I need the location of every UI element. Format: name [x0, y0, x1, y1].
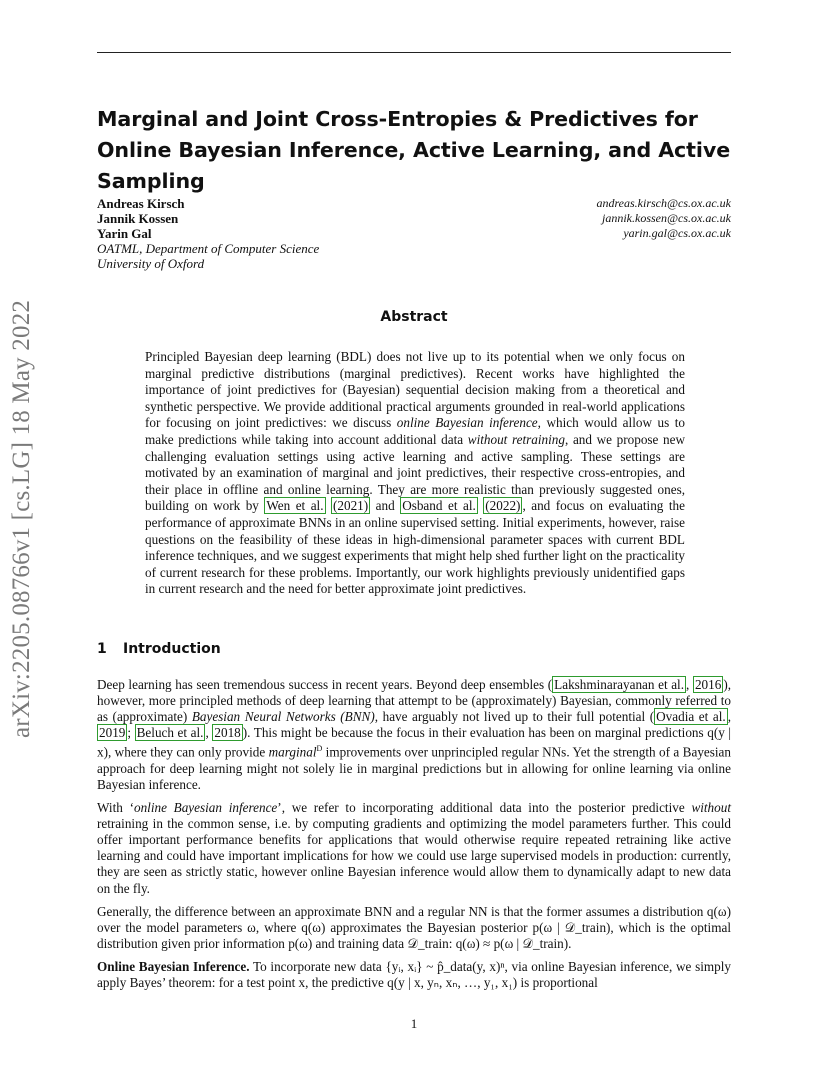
text-run: ), however, more principled methods of deep learning that attempt to be (approximately) Bayesian, commonly referred to as (approximate) — [97, 677, 732, 725]
text-run: retraining in the common sense, i.e. by computing gradients and optimizing the model parameters further. This could offer important performance benefits for applications that would otherwise require repeated retraining like active learning and could have important implications for how we could use large supervised models in production: currently, they are seen as strictly static, however online Bayesian inference would allow them to dynamically adapt to new data on the fly. — [97, 816, 731, 896]
emphasis: marginal — [268, 744, 317, 760]
abstract-text-run: Principled Bayesian deep learning (BDL) does not live up to its potential when we only focus on marginal predictive distributions (marginal predictives). Recent works have highlighted the importance of joint predictives for (Bayesian) sequential decision making from a theoretical and synthetic perspective. We provide additional practical arguments grounded in real-world applications for focusing on joint predictives: we discuss — [145, 349, 685, 431]
paragraph-heading: Online Bayesian Inference. — [97, 958, 250, 974]
citation-link[interactable]: Lakshminarayanan et al. — [554, 677, 685, 692]
citation-link[interactable]: 2016 — [694, 677, 722, 692]
footnote-mark: D — [316, 744, 323, 754]
abstract-text — [145, 349, 685, 598]
email-block — [596, 196, 731, 241]
text-run: With ‘ — [97, 800, 134, 816]
section-heading — [97, 641, 221, 657]
citation-link[interactable]: (2022) — [485, 498, 521, 514]
author-email[interactable]: jannik.kossen@cs.ox.ac.uk — [602, 211, 731, 225]
affiliation-line: OATML, Department of Computer Science — [97, 241, 320, 256]
author-name: Andreas Kirsch — [97, 196, 185, 211]
body-text — [97, 677, 731, 998]
text-run: ’, we refer to incorporating additional data into the posterior predictive — [277, 800, 692, 816]
text-run: To incorporate new data {yᵢ, xᵢ} ~ p̂_data(y, x)ⁿ, via online Bayesian inference, we simply apply Bayes’ theorem: for a test point x, the predictive q(y | x, yₙ, xₙ, …, y₁, x₁) is proportional — [97, 958, 731, 990]
body-paragraph — [97, 800, 731, 897]
text-run: , — [686, 677, 693, 692]
abstract-emphasis: without retraining — [467, 431, 565, 447]
citation-link[interactable]: 2018 — [214, 725, 241, 741]
page-number: 1 — [410, 1016, 418, 1031]
abstract-emphasis: online Bayesian inference — [396, 415, 538, 431]
emphasis: without — [691, 800, 732, 816]
body-paragraph — [97, 959, 731, 991]
body-paragraph — [97, 677, 731, 793]
text-run: ). This might be because the focus in their evaluation has been on marginal predictions q(y | x), where they can only provide — [97, 725, 732, 760]
emphasis: online Bayesian inference — [133, 800, 278, 816]
author-name: Jannik Kossen — [97, 211, 179, 226]
abstract-text-run: , and focus on evaluating the performance of approximate BNNs in an online supervised setting. Initial experiments, however, raise questions on the feasibility of these ideas in high-dimensional parameter spaces with current BDL inference techniques, and we suggest experiments that might help shed further light on the practicality of current research for these problems. Importantly, our work highlights previously unidentified gaps in current research and the need for better approximate joint predictives. — [145, 498, 685, 597]
author-block — [97, 196, 427, 271]
citation-link[interactable]: 2019 — [99, 725, 126, 741]
author-email[interactable]: andreas.kirsch@cs.ox.ac.uk — [596, 196, 731, 210]
citation-link[interactable]: Osband et al. — [402, 498, 476, 514]
emphasis: Bayesian Neural Networks (BNN) — [191, 709, 375, 725]
text-run: ; — [127, 725, 135, 741]
author-email[interactable]: yarin.gal@cs.ox.ac.uk — [623, 226, 731, 240]
citation-link[interactable]: Wen et al. — [266, 498, 324, 514]
text-run: , — [727, 709, 731, 725]
section-number: 1 — [97, 641, 107, 657]
author-name: Yarin Gal — [97, 226, 152, 241]
section-title: Introduction — [123, 641, 221, 657]
top-rule — [97, 52, 731, 53]
citation-link[interactable]: Beluch et al. — [136, 725, 204, 741]
paper-title: Marginal and Joint Cross-Entropies & Predictives for Online Bayesian Inference, Active Learning, and Active Sampling — [97, 107, 731, 193]
affiliation-line: University of Oxford — [97, 256, 205, 271]
abstract-heading: Abstract — [380, 309, 448, 325]
text-run: , have arguably not lived up to their full potential ( — [374, 709, 655, 725]
text-run: improvements over unprincipled regular NNs. Yet the strength of a Bayesian approach for deep learning might not solely lie in marginal predictions but in allowing for online learning via online Bayesian inference. — [97, 744, 732, 792]
citation-link[interactable]: Ovadia et al. — [656, 709, 726, 725]
abstract-text-run: and — [370, 498, 401, 514]
abstract-text-run: , which would allow us to make predictions while taking into account additional data — [145, 415, 685, 447]
body-paragraph: Generally, the difference between an approximate BNN and a regular NN is that the former assumes a distribution q(ω) over the model parameters ω, where q(ω) approximates the Bayesian posterior p(ω | 𝒟_train), which is the optimal distribution given prior information p(ω) and training data 𝒟_train: q(ω) ≈ p(ω | 𝒟_train). — [97, 903, 731, 951]
text-run: , — [205, 725, 213, 741]
arxiv-side-stamp[interactable]: arXiv:2205.08766v1 [cs.LG] 18 May 2022 — [8, 299, 35, 738]
citation-link[interactable]: (2021) — [333, 498, 369, 514]
abstract-text-run: , and we propose new challenging evaluation settings using active learning and active sampling. These settings are motivated by an examination of marginal and joint predictives, their respective cross-entropies, and their place in offline and online learning. They are more realistic than previously suggested ones, building on work by — [145, 431, 686, 514]
text-run: Deep learning has seen tremendous success in recent years. Beyond deep ensembles ( — [97, 677, 553, 692]
